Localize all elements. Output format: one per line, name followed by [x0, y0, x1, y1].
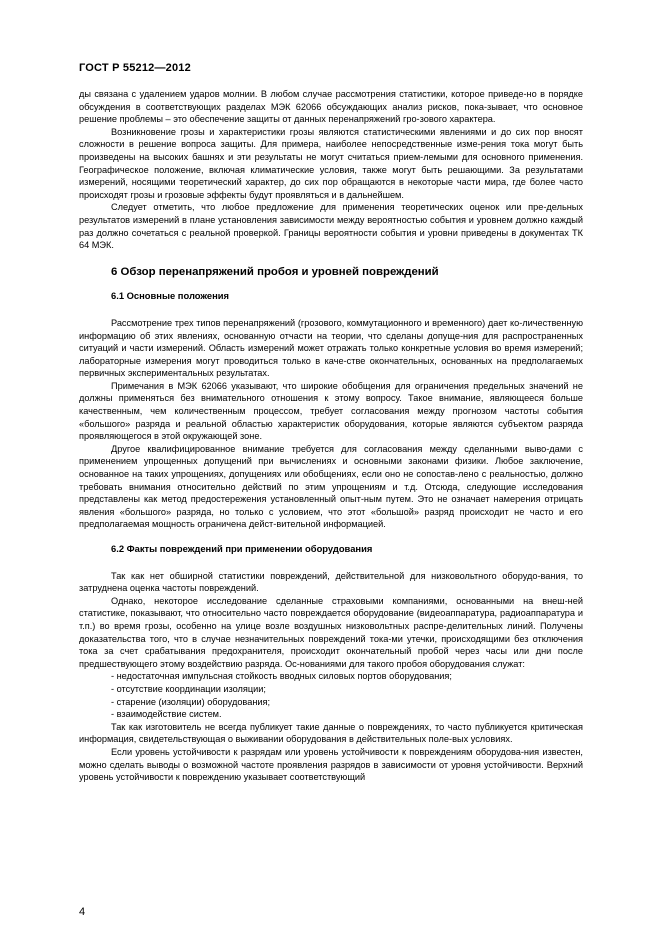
- document-header: ГОСТ Р 55212—2012: [79, 62, 191, 74]
- paragraph: Другое квалифицированное внимание требуется для согласования между сделанными выво-дами с применением упрощенных допущений при вычислениях и основными законами физики. Любое заключение, основанное на таких упрощениях, допущениях или обобщениях, если оно не сопостав-лено с реальностью, должно требовать внимания относительно действий по этим упрощениям и т.д. Отсюда, следующие исследования представлены как метод предостережения установленный опыт-ным путем. Это не означает намерения отрицать явления «большого» разряда, но только с условием, что этот «большой» разряд происходит не часто и его предполагаемая мощность ограничена дейст-вительной информацией.: [79, 443, 583, 530]
- list-item: - старение (изоляции) оборудования;: [111, 696, 271, 707]
- paragraph: Однако, некоторое исследование сделанные страховыми компаниями, основанными на внеш-ней статистике, показывают, что относительно часто повреждается оборудование (видеоаппаратура, радиоаппаратура и т.п.) во время грозы, особенно на улице возле воздушных низковольтных распре-делительных линий. Получены доказательства того, что в случае незначительных повреждений тока-ми утечки, происходящими без отключения тока за счет срабатывания предохранителя, происходит окончательный пробой через часы или дни после предшествующего этому воздействию разряда. Ос-нованиями для такого пробоя оборудования служат:: [79, 595, 583, 669]
- paragraph: ды связана с удалением ударов молнии. В любом случае рассмотрения статистики, которое приведе-но в порядке обсуждения в соответствующих разделах МЭК 62066 обсуждающих анализ рисков, пока-зывает, что основное решение проблемы – это обеспечение защиты от данных перенапряжений гро-зового характера.: [79, 89, 583, 125]
- subsection-heading: 6.1 Основные положения: [111, 290, 230, 302]
- list-item: - недостаточная импульсная стойкость вводных силовых портов оборудования;: [111, 671, 452, 682]
- document-body: [79, 88, 583, 784]
- page-number: 4: [79, 906, 86, 918]
- paragraph: Так как изготовитель не всегда публикует такие данные о повреждениях, то часто публикуется критическая информация, свидетельствующая о выживании оборудования в действительных поле-вых условиях.: [79, 721, 583, 745]
- paragraph: Возникновение грозы и характеристики грозы являются статистическими явлениями и до сих пор вносят сложности в решение вопроса защиты. Для примера, наиболее непосредственные изме-рения тока могут быть произведены на высоких башнях и эти результаты не могут считаться прием-лемыми для основного применения. Географическое положение, включая климатические условия, также могут быть решающими. За результатами измерений, носящими теоретический характер, до сих пор обращаются в некоторые части мира, где более часто происходят грозы и грозовые эффекты будут проявляться и в дальнейшем.: [79, 126, 583, 200]
- paragraph: Так как нет обширной статистики повреждений, действительной для низковольтного оборудо-вания, то затруднена оценка частоты повреждений.: [79, 570, 583, 594]
- list-item: - отсутствие координации изоляции;: [111, 683, 266, 694]
- paragraph: Следует отметить, что любое предложение для применения теоретических оценок или пре-дельных результатов измерений в плане установления зависимости между вероятностью события и уровнем должно каждый раз должно сочетаться с реальной проверкой. Границы вероятности события и уровни приведены в документах ТК 64 МЭК.: [79, 202, 583, 251]
- section-heading: 6 Обзор перенапряжений пробоя и уровней повреждений: [111, 265, 439, 278]
- paragraph: Примечания в МЭК 62066 указывают, что широкие обобщения для ограничения предельных значений не должны применяться без внимательного отношения к этому вопросу. Такое внимание, являющееся больше качественным, чем количественным процессом, требует согласования между прогнозом частоты события «большого» разряда и реальной областью характеристик оборудования, которые являются субъектом разряда проявляющегося в этой окружающей зоне.: [79, 380, 583, 442]
- list-item: - взаимодействие систем.: [111, 709, 222, 720]
- paragraph: Рассмотрение трех типов перенапряжений (грозового, коммутационного и временного) дает ко-личественную информацию об этих явлениях, основанную отчасти на теории, что сделаны допуще-ния для распространенных ситуаций и части измерений. Область измерений может отражать только конкретные условия во время измерений; лабораторные измерения могут проводиться только в каче-стве окончательных, основанных на предполагаемых первичных экспериментальных результатах.: [79, 317, 583, 379]
- paragraph: Если уровень устойчивости к разрядам или уровень устойчивости к повреждениям оборудова-ния известен, можно сделать выводы о возможной частоте проявления разрядов в зависимости от уровня устойчивости. Верхний уровень устойчивости к повреждению указывает соответствующий: [79, 746, 583, 783]
- subsection-heading: 6.2 Факты повреждений при применении оборудования: [111, 543, 373, 554]
